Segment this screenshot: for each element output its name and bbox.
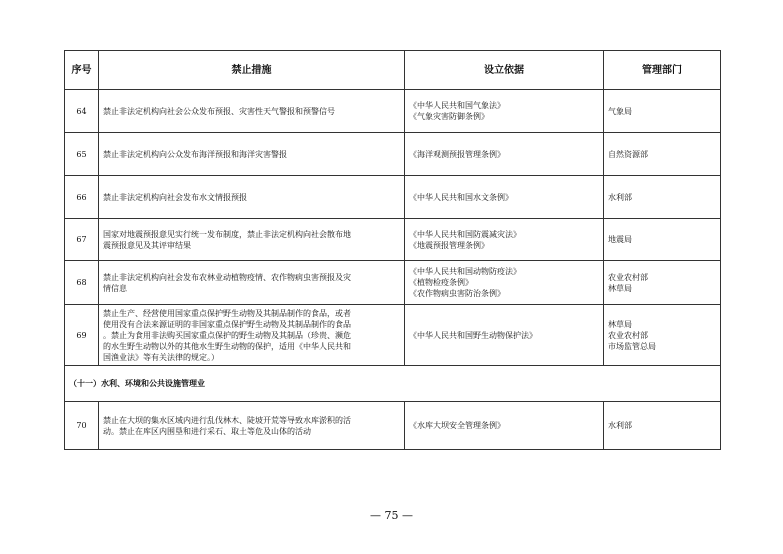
measure-line: 国渔业法》等有关法律的规定。）: [103, 352, 219, 362]
measure-line: 禁止非法定机构向社会发布水文情报预报: [103, 192, 247, 202]
row-number: 68: [65, 261, 99, 305]
basis-cell: [405, 176, 604, 219]
table-row: [65, 90, 721, 133]
dept-line: 林草局: [608, 283, 632, 293]
row-number: 66: [65, 176, 99, 219]
measure-line: 国家对地震预报意见实行统一发布制度，禁止非法定机构向社会散布地: [103, 229, 351, 239]
measure-cell: [99, 133, 405, 176]
basis-line: 《中华人民共和国气象法》: [409, 101, 505, 110]
basis-cell: [405, 402, 604, 450]
table-row: [65, 305, 721, 366]
measure-line: 动。禁止在库区内围垦和进行采石、取土等危及山体的活动: [103, 426, 311, 436]
dept-line: 气象局: [608, 106, 632, 116]
dept-cell: [604, 133, 721, 176]
dept-cell: [604, 176, 721, 219]
header-no: 序号: [65, 51, 99, 90]
dept-line: 农业农村部: [608, 272, 648, 282]
basis-cell: [405, 261, 604, 305]
measure-line: 情信息: [103, 283, 127, 293]
table-row: [65, 261, 721, 305]
dept-cell: [604, 261, 721, 305]
dept-cell: [604, 90, 721, 133]
header-basis: 设立依据: [405, 51, 604, 90]
measure-line: 禁止在大坝的集水区域内进行乱伐林木、陡坡开荒等导致水库淤积的活: [103, 415, 351, 425]
row-number: 65: [65, 133, 99, 176]
basis-line: 《植物检疫条例》: [409, 278, 473, 287]
measure-line: 禁止非法定机构向社会公众发布预报、灾害性天气警报和预警信号: [103, 106, 335, 116]
header-measure: 禁止措施: [99, 51, 405, 90]
page-number: — 75 —: [370, 509, 413, 522]
header-dept: 管理部门: [604, 51, 721, 90]
measure-line: 的水生野生动物以外的其他水生野生动物的保护，适用《中华人民共和: [103, 341, 351, 351]
basis-line: 《中华人民共和国动物防疫法》: [409, 267, 521, 276]
measure-line: 使用没有合法来源证明的非国家重点保护野生动物及其制品制作的食品: [103, 319, 351, 329]
prohibition-table: [64, 50, 721, 450]
row-number: 64: [65, 90, 99, 133]
dept-line: 林草局: [608, 319, 632, 329]
dept-line: 水利部: [608, 421, 632, 430]
measure-line: 禁止生产、经营使用国家重点保护野生动物及其制品制作的食品，或者: [103, 308, 351, 318]
basis-cell: [405, 90, 604, 133]
dept-line: 地震局: [608, 235, 632, 244]
row-number: 70: [65, 402, 99, 450]
table-header-row: [65, 51, 721, 90]
measure-cell: [99, 305, 405, 366]
dept-line: 自然资源部: [608, 149, 648, 159]
table-row: [65, 133, 721, 176]
section-row: [65, 366, 721, 402]
measure-line: 。禁止为食用非法购买国家重点保护的野生动物及其制品（珍贵、濒危: [103, 330, 351, 340]
basis-cell: [405, 219, 604, 261]
basis-line: 《海洋观测预报管理条例》: [409, 149, 505, 159]
measure-cell: [99, 90, 405, 133]
measure-line: 震预报意见及其评审结果: [103, 240, 191, 250]
measure-cell: [99, 261, 405, 305]
basis-line: 《气象灾害防御条例》: [409, 112, 489, 121]
row-number: 69: [65, 305, 99, 366]
dept-line: 市场监管总局: [608, 341, 656, 351]
basis-line: 《农作物病虫害防治条例》: [409, 289, 505, 298]
table-row: [65, 176, 721, 219]
table-row: [65, 219, 721, 261]
section-heading: （十一）水利、环境和公共设施管理业: [65, 366, 721, 402]
basis-cell: [405, 305, 604, 366]
basis-line: 《中华人民共和国防震减灾法》: [409, 229, 521, 239]
dept-cell: [604, 219, 721, 261]
basis-line: 《中华人民共和国野生动物保护法》: [409, 330, 537, 340]
basis-line: 《水库大坝安全管理条例》: [409, 421, 505, 430]
table-row: [65, 402, 721, 450]
dept-cell: [604, 305, 721, 366]
basis-line: 《中华人民共和国水文条例》: [409, 192, 513, 202]
dept-line: 水利部: [608, 192, 632, 202]
basis-cell: [405, 133, 604, 176]
measure-cell: [99, 219, 405, 261]
basis-line: 《地震预报管理条例》: [409, 240, 489, 250]
measure-cell: [99, 176, 405, 219]
measure-line: 禁止非法定机构向公众发布海洋预报和海洋灾害警报: [103, 149, 287, 159]
dept-line: 农业农村部: [608, 330, 648, 340]
dept-cell: [604, 402, 721, 450]
measure-line: 禁止非法定机构向社会发布农林业动植物疫情、农作物病虫害预报及灾: [103, 272, 351, 282]
measure-cell: [99, 402, 405, 450]
row-number: 67: [65, 219, 99, 261]
